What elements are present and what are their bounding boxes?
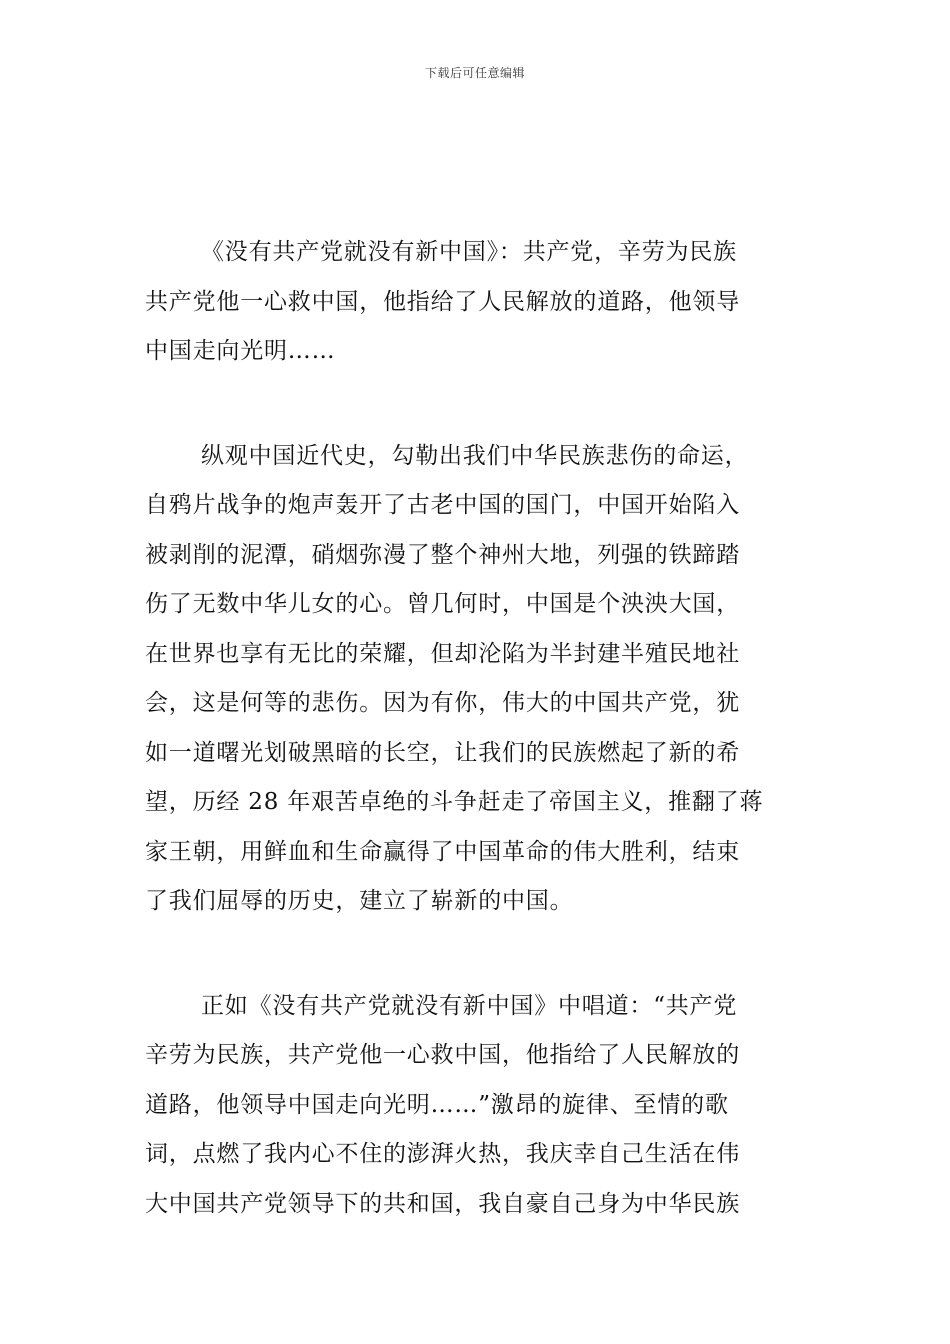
text-line: 纵观中国近代史，勾勒出我们中华民族悲伤的命运， (201, 442, 749, 469)
text-line: 会，这是何等的悲伤。因为有你，伟大的中国共产党，犹 (145, 690, 740, 716)
text-line: 了我们屈辱的历史，建立了崭新的中国。 (145, 888, 574, 914)
header-note: 下载后可任意编辑 (424, 66, 525, 80)
text-line: 中国走向光明…… (145, 338, 336, 364)
text-line: 大中国共产党领导下的共和国，我自豪自己身为中华民族 (145, 1190, 740, 1217)
text-line: 家王朝，用鲜血和生命赢得了中国革命的伟大胜利，结束 (145, 838, 740, 865)
text-line: 《没有共产党就没有新中国》：共产党，辛劳为民族 (201, 239, 737, 265)
text-line: 如一道曙光划破黑暗的长空，让我们的民族燃起了新的希 (145, 739, 740, 766)
text-line: 自鸦片战争的炮声轰开了古老中国的国门，中国开始陷入 (145, 492, 740, 518)
paragraph-1 (145, 228, 810, 377)
text-line: 在世界也享有无比的荣耀，但却沦陷为半封建半殖民地社 (145, 640, 740, 667)
text-line: 共产党他一心救中国，他指给了人民解放的道路，他领导 (145, 288, 740, 315)
document-body (145, 228, 810, 1284)
text-line: 望，历经 28 年艰苦卓绝的斗争赶走了帝国主义，推翻了蒋 (145, 789, 764, 815)
text-line: 辛劳为民族，共产党他一心救中国，他指给了人民解放的 (145, 1042, 740, 1068)
text-line: 词，点燃了我内心不住的澎湃火热，我庆幸自己生活在伟 (145, 1141, 740, 1167)
text-line: 道路，他领导中国走向光明……”激昂的旋律、至情的歌 (145, 1091, 729, 1118)
text-line: 被剥削的泥潭，硝烟弥漫了整个神州大地，列强的铁蹄踏 (145, 541, 740, 568)
paragraph-2 (145, 432, 810, 927)
paragraph-3 (145, 982, 810, 1230)
text-line: 伤了无数中华儿女的心。曾几何时，中国是个泱泱大国， (145, 591, 740, 617)
text-line: 正如《没有共产党就没有新中国》中唱道：“共产党 (201, 992, 738, 1019)
